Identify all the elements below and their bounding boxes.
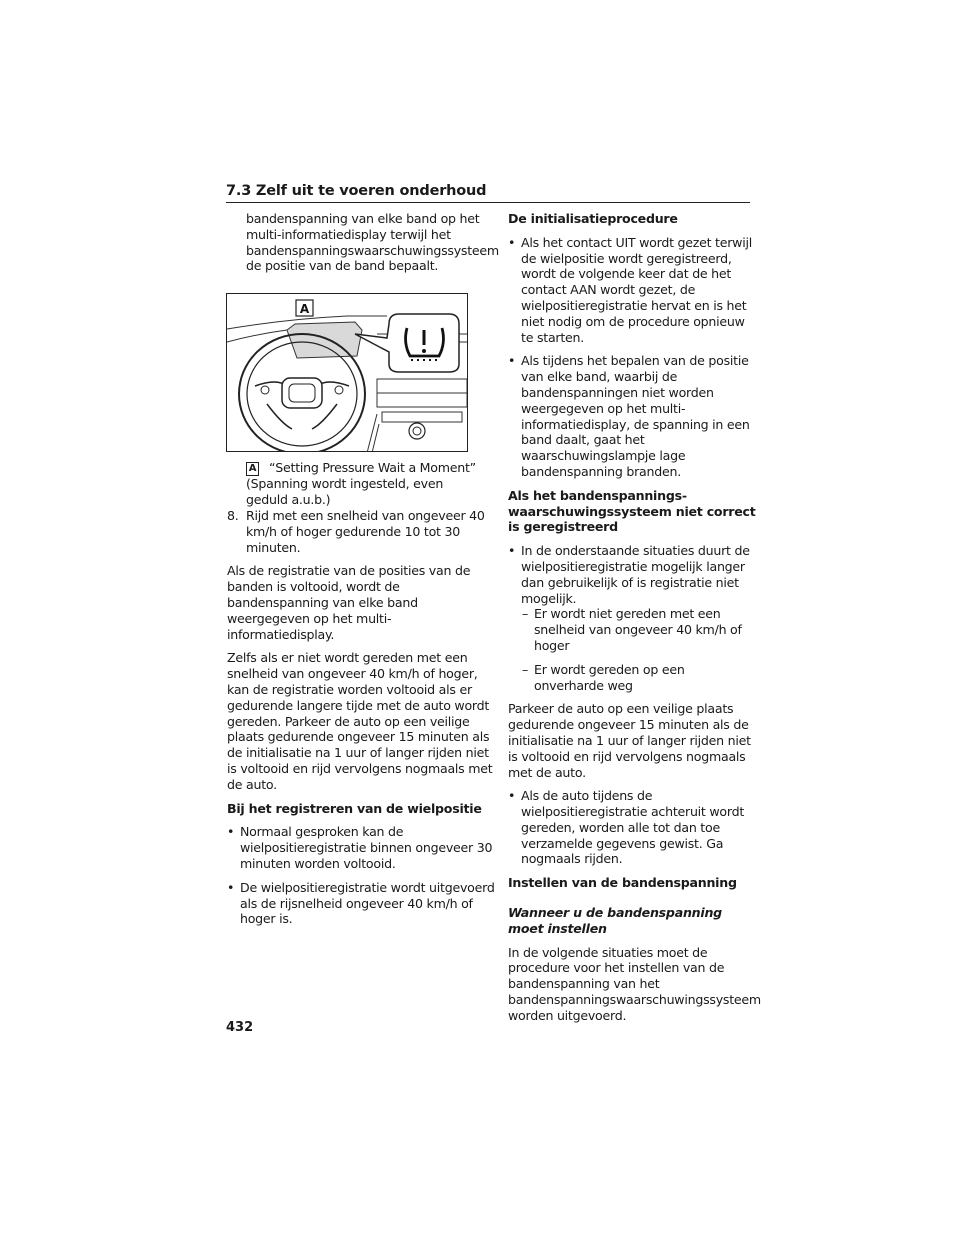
list-item: • Normaal gesproken kan de wielpositieregistratie binnen ongeveer 30 minuten worden voltooid. <box>227 824 495 871</box>
not-registered-heading: Als het bandenspannings-waarschuwingssysteem niet correct is geregistreerd <box>508 487 756 535</box>
page-number: 432 <box>226 1020 254 1035</box>
dash-item: – Er wordt gereden op een onverharde weg <box>508 662 758 694</box>
left-column-top <box>227 211 499 282</box>
caption-text: “Setting Pressure Wait a Moment” (Spanning wordt ingesteld, even geduld a.u.b.) <box>246 460 476 507</box>
step-8 <box>227 508 495 555</box>
set-pressure-paragraph: In de volgende situaties moet de procedure voor het instellen van de bandenspanning van het bandenspanningswaarschuwingssysteem worden uitgevoerd. <box>508 944 761 1023</box>
list-item: • Als de auto tijdens de wielpositieregistratie achteruit wordt gereden, worden alle tot dan toe verzamelde gegevens gewist. Ga nogmaals rijden. <box>508 788 758 867</box>
list-item: • Als het contact UIT wordt gezet terwijl de wielpositie wordt geregistreerd, wordt de volgende keer dat de het contact AAN wordt gezet, de wielpositieregistratie hervat en is het niet nodig om de procedure opnieuw te starten. <box>508 235 758 346</box>
caption-label-box: A <box>246 462 259 476</box>
step-text: Rijd met een snelheid van ongeveer 40 km/h of hoger gedurende 10 tot 30 minuten. <box>246 508 485 555</box>
steering-wheel-dashboard-drawing <box>227 294 468 452</box>
park-vehicle-paragraph: Parkeer de auto op een veilige plaats gedurende ongeveer 15 minuten als de initialisatie na 1 uur of langer rijden niet is voltooid en rijd vervolgens nogmaals met de auto. <box>508 701 751 780</box>
set-pressure-heading: Instellen van de bandenspanning <box>508 875 737 891</box>
step-number: 8. <box>227 508 239 523</box>
section-header <box>226 180 750 203</box>
initialization-heading: De initialisatieprocedure <box>508 211 678 226</box>
registration-duration-paragraph: Zelfs als er niet wordt gereden met een snelheid van ongeveer 40 km/h of hoger, kan de registratie worden voltooid als er gedurende langere tijde met de auto wordt gereden. Parkeer de auto op een veilige plaats gedurende ongeveer 15 minuten als de initialisatie na 1 uur of langer rijden niet is voltooid en rijd vervolgens nogmaals met de auto. <box>227 650 493 792</box>
left-column-bottom <box>227 508 495 935</box>
when-to-set-subheading: Wanneer u de bandenspanning moet instellen <box>508 905 722 936</box>
list-item: • De wielpositieregistratie wordt uitgevoerd als de rijsnelheid ongeveer 40 km/h of hoger is. <box>227 880 495 927</box>
intro-paragraph: bandenspanning van elke band op het multi-informatiedisplay terwijl het bandenspanningswaarschuwingssysteem de positie van de band bepaalt. <box>246 211 499 274</box>
registration-complete-paragraph: Als de registratie van de posities van de banden is voltooid, wordt de bandenspanning van elke band weergegeven op het multi-informatiedisplay. <box>227 563 471 642</box>
list-item: • In de onderstaande situaties duurt de wielpositieregistratie mogelijk langer dan gebruikelijk of is registratie niet mogelijk. <box>508 543 758 606</box>
dash-item: – Er wordt niet gereden met een snelheid van ongeveer 40 km/h of hoger <box>508 606 758 653</box>
figure-caption <box>246 460 486 508</box>
wheel-position-heading: Bij het registreren van de wielpositie <box>227 800 482 816</box>
right-column <box>508 211 761 1032</box>
section-title: 7.3 Zelf uit te voeren onderhoud <box>226 183 487 199</box>
dashboard-illustration <box>226 293 468 452</box>
list-item: • Als tijdens het bepalen van de positie van elke band, waarbij de bandenspanningen niet worden weergegeven op het multi-informatiedisplay, de spanning in een band daalt, gaat het waarschuwingslampje lage bandenspanning branden. <box>508 353 758 479</box>
callout-label-a: A <box>299 302 310 316</box>
